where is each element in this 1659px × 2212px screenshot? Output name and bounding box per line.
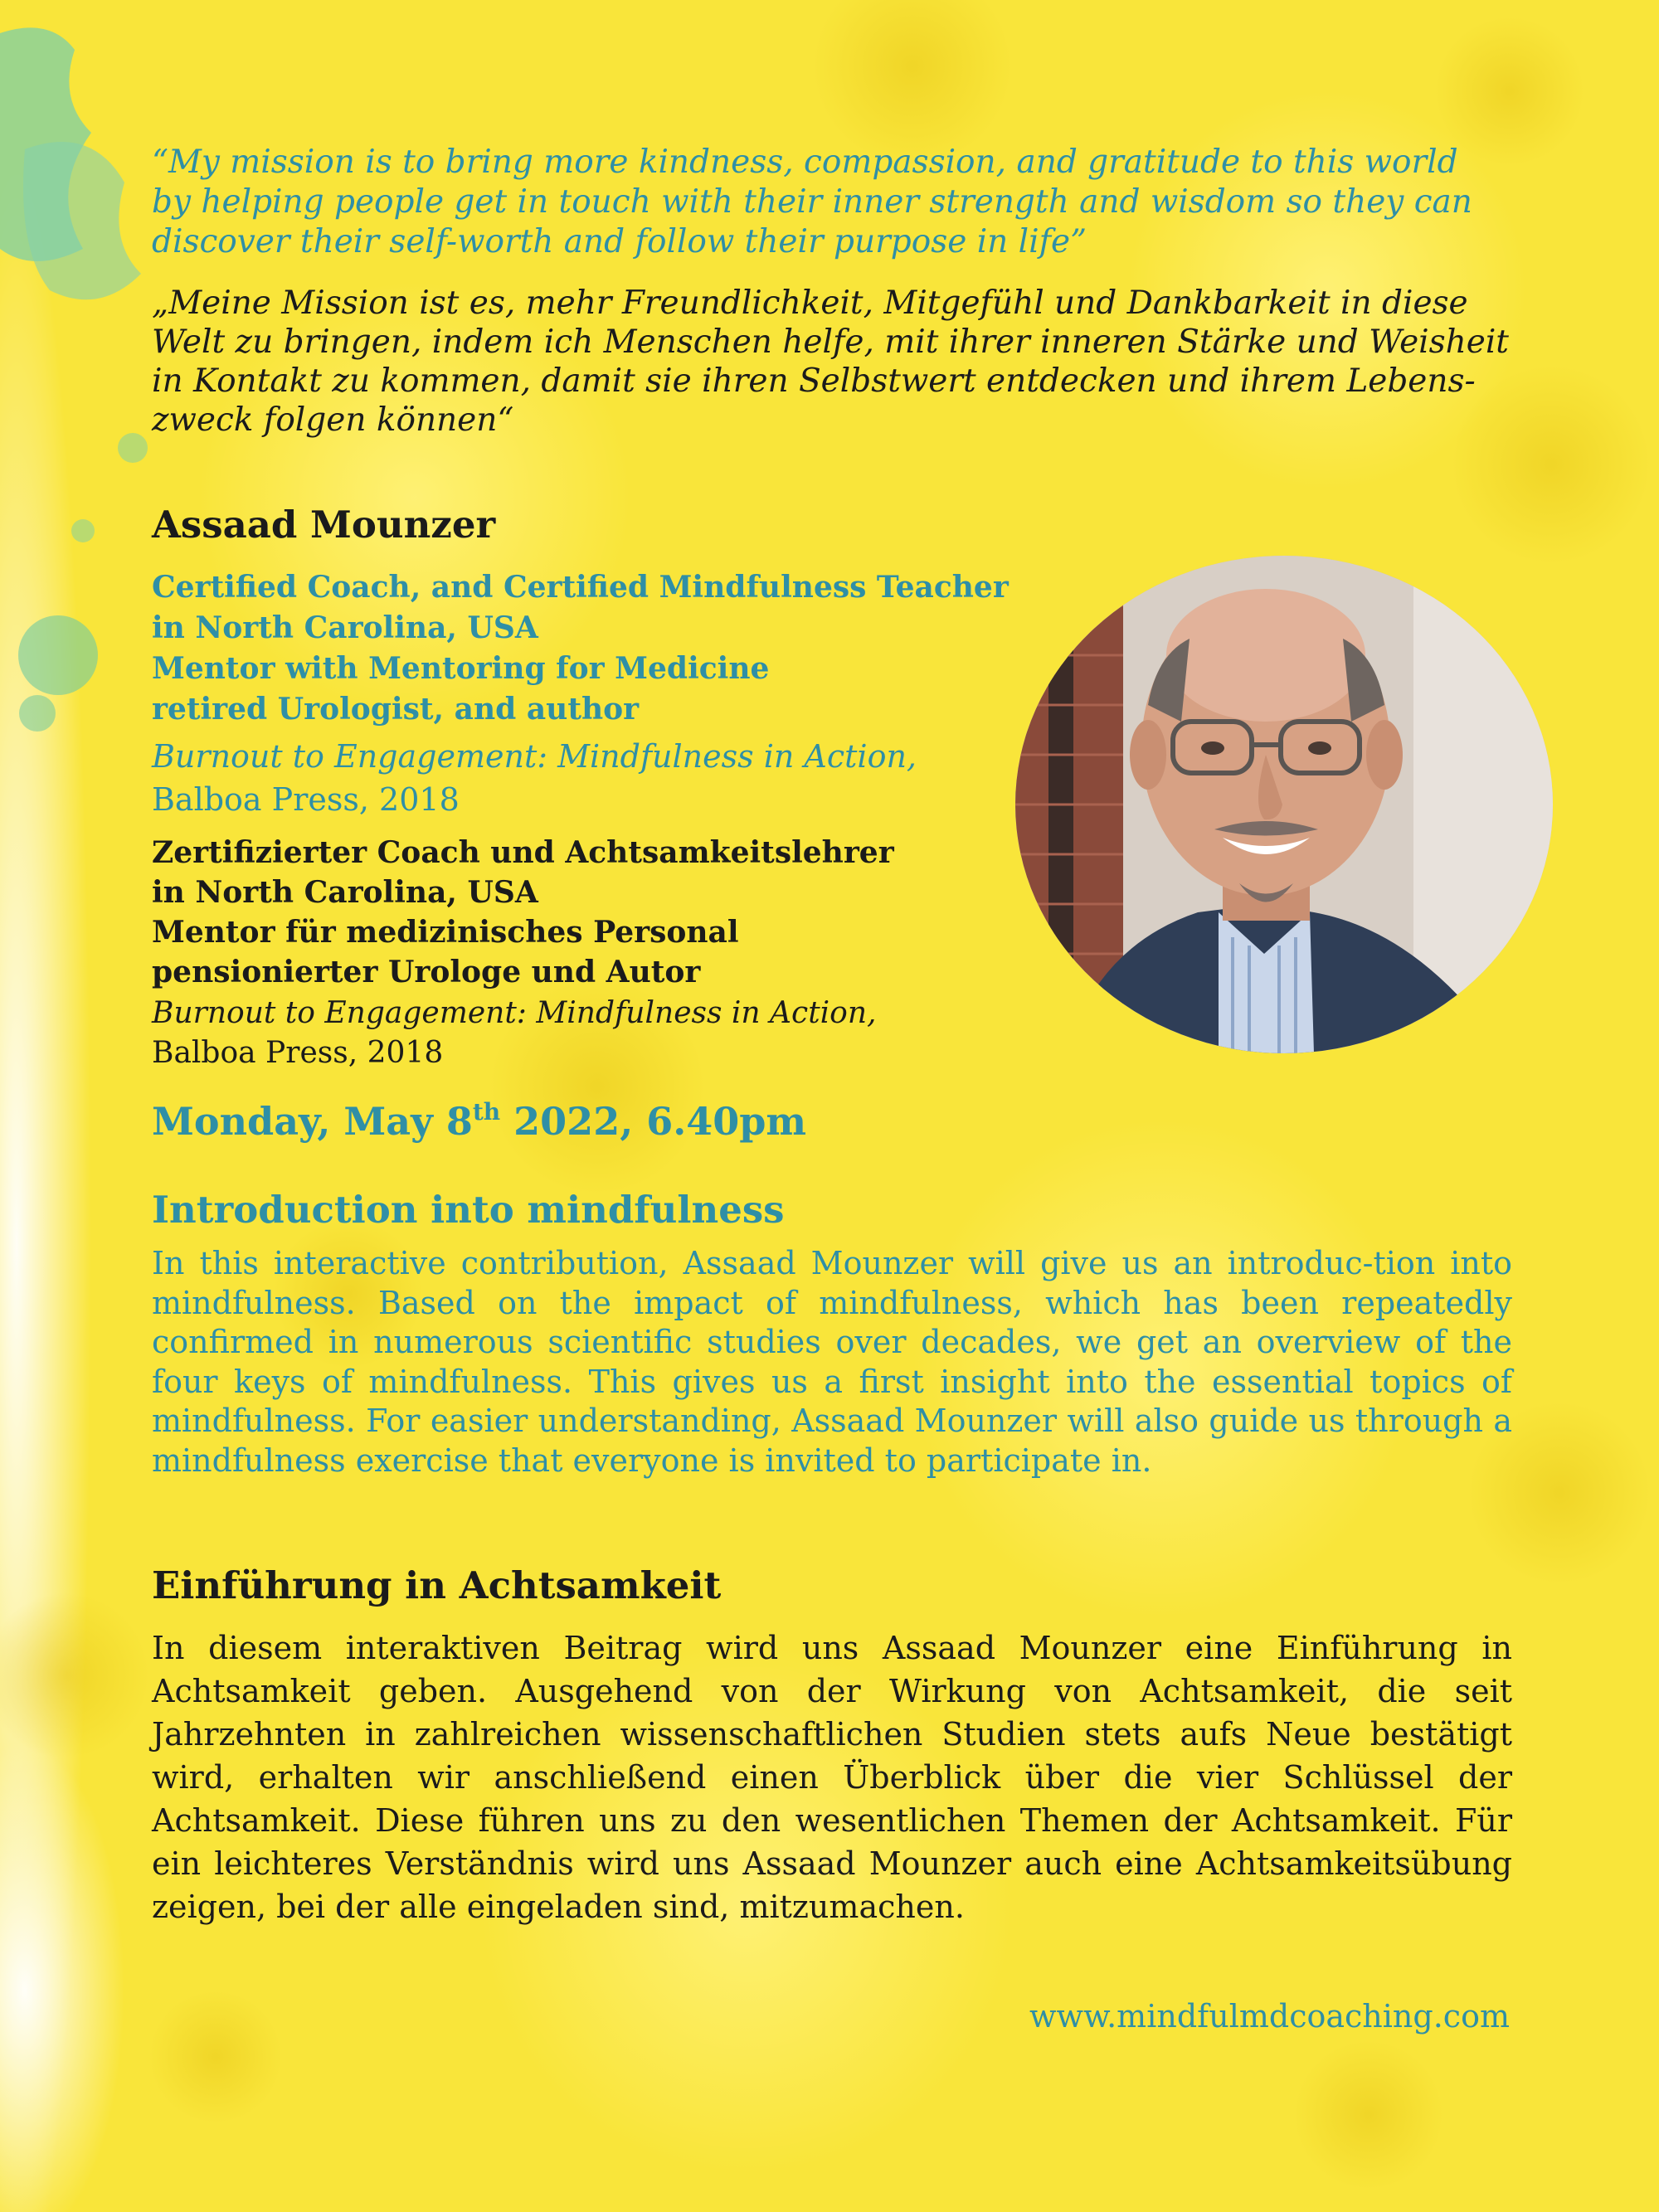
speaker-name: Assaad Mounzer (152, 503, 496, 547)
book-publisher: Balboa Press, 2018 (152, 1036, 444, 1070)
quote-en-line: “My mission is to bring more kindness, compassion, and gratitude to this world (152, 143, 1458, 181)
book-title: Burnout to Engagement: Mindfulness in Action, (152, 738, 917, 775)
section-heading-english: Introduction into mindfulness (152, 1188, 785, 1232)
quote-de-line: in Kontakt zu kommen, damit sie ihren Selbstwert entdecken und ihrem Lebens- (152, 362, 1476, 400)
mission-quote-german (152, 284, 1512, 440)
mission-quote-english (152, 143, 1512, 262)
quote-de-line: „Meine Mission ist es, mehr Freundlichkeit, Mitgefühl und Dankbarkeit in diese (152, 284, 1468, 322)
credential-line: retired Urologist, and author (152, 692, 640, 727)
event-date-rest: 2022, 6.40pm (500, 1099, 807, 1144)
section-heading-german: Einführung in Achtsamkeit (152, 1563, 722, 1607)
credential-line: Mentor with Mentoring for Medicine (152, 651, 770, 686)
book-reference-english (152, 735, 1064, 821)
event-date-prefix: Monday, May 8 (152, 1099, 473, 1144)
portrait-illustration (1015, 556, 1553, 1053)
credential-line: in North Carolina, USA (152, 875, 538, 910)
website-link[interactable]: www.mindfulmdcoaching.com (1029, 1998, 1510, 2035)
event-date (152, 1095, 806, 1148)
quote-en-line: discover their self-worth and follow their purpose in life” (152, 223, 1087, 260)
quote-en-line: by helping people get in touch with their inner strength and wisdom so they can (152, 183, 1472, 221)
section-body-german: In diesem interaktiven Beitrag wird uns Assaad Mounzer eine Einführung in Achtsamkeit geben. Ausgehend von der Wirkung von Achtsamkeit, die seit Jahrzehnten in zahlreichen wissenschaftlichen Studien stets aufs Neue bestätigt wird, erhalten wir anschließend einen Überblick über die vier Schlüssel der Achtsamkeit. Diese führen uns zu den wesentlichen Themen der Achtsamkeit. Für ein leichteres Verständnis wird uns Assaad Mounzer auch eine Achtsamkeitsübung zeigen, bei der alle eingeladen sind, mitzumachen. (152, 1630, 1512, 1925)
event-date-suffix: th (472, 1098, 501, 1125)
credential-line: pensionierter Urologe und Autor (152, 955, 701, 989)
book-publisher: Balboa Press, 2018 (152, 781, 460, 818)
speaker-portrait-photo (1015, 556, 1553, 1053)
credential-line: Mentor für medizinisches Personal (152, 915, 739, 950)
credential-line: in North Carolina, USA (152, 610, 538, 645)
book-reference-german (152, 994, 1064, 1073)
credential-line: Zertifizierter Coach und Achtsamkeitslehrer (152, 835, 894, 870)
credentials-german (152, 833, 1064, 992)
book-title: Burnout to Engagement: Mindfulness in Action, (152, 996, 877, 1030)
section-body-english: In this interactive contribution, Assaad Mounzer will give us an introduc-tion into mindfulness. Based on the impact of mindfulness, which has been repeatedly confirmed in numerous scientific studies over decades, we get an overview of the four keys of mindfulness. This gives us a first insight into the essential topics of mindfulness. For easier understanding, Assaad Mounzer will also guide us through a mindfulness exercise that everyone is invited to participate in. (152, 1245, 1512, 1479)
credential-line: Certified Coach, and Certified Mindfulness Teacher (152, 570, 1009, 605)
credentials-english (152, 567, 1064, 730)
quote-de-line: Welt zu bringen, indem ich Menschen helfe, mit ihrer inneren Stärke und Weisheit (152, 323, 1509, 361)
quote-de-line: zweck folgen können“ (152, 401, 514, 439)
